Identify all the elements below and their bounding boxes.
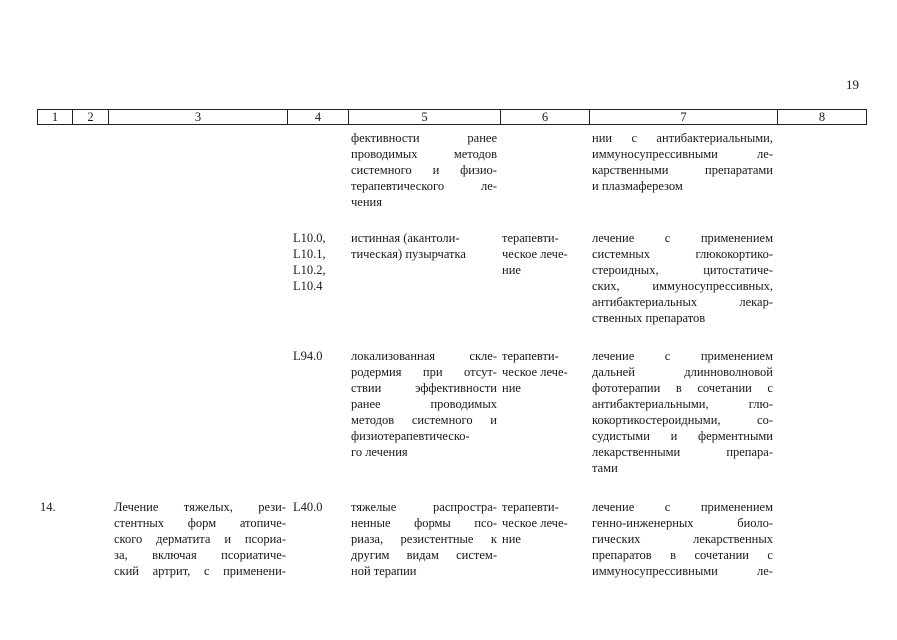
word: иммуносупрессивными bbox=[592, 564, 718, 578]
word: генно-инженерных bbox=[592, 516, 694, 530]
word: физиотерапевтическо- bbox=[351, 429, 470, 443]
word: системных bbox=[592, 247, 651, 261]
word: при bbox=[422, 365, 443, 379]
word: проводимых bbox=[351, 147, 418, 161]
text-line: ческое лече- bbox=[502, 247, 568, 261]
word: кокортикостероидными, bbox=[592, 413, 721, 427]
word: ранее bbox=[351, 397, 381, 411]
word: ствии bbox=[351, 381, 382, 395]
patient-model bbox=[351, 348, 497, 460]
word: форм bbox=[187, 516, 217, 530]
word: формы bbox=[414, 516, 451, 530]
icd-code: L10.0, bbox=[293, 231, 326, 245]
text-line bbox=[592, 262, 773, 278]
word: ферментными bbox=[697, 429, 773, 443]
word: сочетании bbox=[697, 381, 752, 395]
word: применением bbox=[700, 349, 773, 363]
word: с bbox=[203, 564, 210, 578]
word: методов bbox=[453, 147, 497, 161]
word: тяжелые bbox=[351, 500, 397, 514]
word: гических bbox=[592, 532, 641, 546]
text-line: истинная (акантоли- bbox=[351, 231, 460, 245]
word: системного bbox=[411, 413, 473, 427]
text-line bbox=[351, 428, 497, 444]
text-line: ственных препаратов bbox=[592, 311, 706, 325]
word: за, bbox=[114, 548, 128, 562]
word: ле- bbox=[481, 179, 497, 193]
treatment-kind bbox=[502, 230, 584, 278]
word: применени- bbox=[223, 564, 286, 578]
text-line bbox=[351, 515, 497, 531]
text-line bbox=[592, 230, 773, 246]
word: физио- bbox=[460, 163, 497, 177]
word: родермия bbox=[351, 365, 402, 379]
word: стентных bbox=[114, 516, 165, 530]
column-number-1: 1 bbox=[38, 110, 73, 124]
word: длинноволновой bbox=[684, 365, 773, 379]
word: ских, bbox=[592, 279, 620, 293]
word: системного bbox=[351, 163, 412, 177]
word: проводимых bbox=[430, 397, 497, 411]
word: с bbox=[767, 381, 773, 395]
word: атопиче- bbox=[239, 516, 286, 530]
word: с bbox=[664, 500, 671, 514]
text-line: ние bbox=[502, 381, 521, 395]
text-line bbox=[351, 162, 497, 178]
treatment-kind bbox=[502, 499, 584, 547]
text-line bbox=[592, 246, 773, 262]
icd-codes bbox=[293, 348, 345, 364]
text-line bbox=[351, 380, 497, 396]
treatment-kind bbox=[502, 348, 584, 396]
text-line bbox=[592, 162, 773, 178]
text-line: ной терапии bbox=[351, 564, 417, 578]
word: ненные bbox=[351, 516, 391, 530]
text-line bbox=[114, 563, 286, 579]
icd-codes bbox=[293, 499, 345, 515]
text-line bbox=[592, 294, 773, 310]
word: ле- bbox=[757, 147, 773, 161]
word: цитостатиче- bbox=[703, 263, 773, 277]
word: терапевтического bbox=[351, 179, 445, 193]
word: риаза, bbox=[351, 532, 384, 546]
column-number-2: 2 bbox=[73, 110, 109, 124]
word: применением bbox=[700, 500, 773, 514]
word: лечение bbox=[592, 349, 635, 363]
word: с bbox=[664, 231, 671, 245]
word: отсут- bbox=[464, 365, 497, 379]
word: псо- bbox=[474, 516, 497, 530]
text-line bbox=[592, 531, 773, 547]
column-number-5: 5 bbox=[349, 110, 501, 124]
treatment-method bbox=[592, 130, 773, 194]
word: систем- bbox=[456, 548, 497, 562]
word: препаратов bbox=[592, 548, 652, 562]
word: дерматита bbox=[156, 532, 211, 546]
text-line bbox=[592, 380, 773, 396]
text-line bbox=[592, 146, 773, 162]
word: другим bbox=[351, 548, 390, 562]
word: тяжелых, bbox=[183, 500, 233, 514]
text-line: и плазмаферезом bbox=[592, 179, 683, 193]
word: видам bbox=[406, 548, 439, 562]
patient-model bbox=[351, 130, 497, 210]
text-line bbox=[592, 364, 773, 380]
word: лечение bbox=[592, 231, 635, 245]
word: лекарственными bbox=[592, 445, 681, 459]
text-line: ческое лече- bbox=[502, 365, 568, 379]
word: иммуносупрессивных, bbox=[652, 279, 773, 293]
word: скле- bbox=[469, 349, 497, 363]
text-line: терапевти- bbox=[502, 349, 559, 363]
text-line bbox=[114, 515, 286, 531]
text-line: ние bbox=[502, 532, 521, 546]
text-line bbox=[114, 547, 286, 563]
column-number-7: 7 bbox=[590, 110, 778, 124]
text-line bbox=[351, 364, 497, 380]
text-line bbox=[592, 348, 773, 364]
word: и bbox=[490, 413, 497, 427]
column-number-3: 3 bbox=[109, 110, 288, 124]
treatment-method bbox=[592, 230, 773, 326]
word: фективности bbox=[351, 131, 420, 145]
word: применением bbox=[700, 231, 773, 245]
word: сочетании bbox=[694, 548, 749, 562]
text-line bbox=[592, 547, 773, 563]
text-line bbox=[351, 396, 497, 412]
icd-code: L10.2, bbox=[293, 263, 326, 277]
text-line bbox=[351, 531, 497, 547]
text-line bbox=[351, 547, 497, 563]
text-line bbox=[592, 278, 773, 294]
word: артрит, bbox=[152, 564, 191, 578]
text-line: ческое лече- bbox=[502, 516, 568, 530]
word: со- bbox=[757, 413, 773, 427]
word: лечение bbox=[592, 500, 635, 514]
text-line: терапевти- bbox=[502, 500, 559, 514]
icd-code: L10.4 bbox=[293, 279, 323, 293]
word: локализованная bbox=[351, 349, 436, 363]
word: с bbox=[631, 131, 638, 145]
column-number-8: 8 bbox=[818, 110, 826, 124]
word: лекарственных bbox=[693, 532, 773, 546]
text-line bbox=[114, 499, 286, 515]
word: с bbox=[767, 548, 773, 562]
text-line: тами bbox=[592, 461, 618, 475]
text-line: тическая) пузырчатка bbox=[351, 247, 466, 261]
text-line bbox=[592, 428, 773, 444]
patient-model bbox=[351, 230, 497, 262]
word: в bbox=[670, 548, 676, 562]
word: дальней bbox=[592, 365, 635, 379]
word: методов bbox=[351, 413, 395, 427]
text-line bbox=[592, 563, 773, 579]
text-line: ние bbox=[502, 263, 521, 277]
word: псориа- bbox=[244, 532, 286, 546]
text-line bbox=[351, 499, 497, 515]
text-line bbox=[351, 178, 497, 194]
word: биоло- bbox=[737, 516, 773, 530]
treatment-method bbox=[592, 499, 773, 579]
word: рези- bbox=[258, 500, 286, 514]
row-number-text: 14. bbox=[40, 500, 56, 514]
word: и bbox=[432, 163, 440, 177]
icd-code: L10.1, bbox=[293, 247, 326, 261]
text-line bbox=[592, 396, 773, 412]
word: антибактериальными, bbox=[656, 131, 773, 145]
treatment-method bbox=[592, 348, 773, 476]
word: и bbox=[224, 532, 232, 546]
word: включая bbox=[152, 548, 197, 562]
word: к bbox=[490, 532, 497, 546]
column-number-4: 4 bbox=[288, 110, 349, 124]
column-number-header bbox=[37, 109, 867, 125]
word: эффективности bbox=[415, 381, 497, 395]
text-line bbox=[592, 444, 773, 460]
word: распростра- bbox=[433, 500, 497, 514]
word: с bbox=[664, 349, 671, 363]
word: глюкокортико- bbox=[695, 247, 773, 261]
text-line bbox=[592, 515, 773, 531]
word: ранее bbox=[467, 131, 497, 145]
word: резистентные bbox=[400, 532, 474, 546]
word: препаратами bbox=[705, 163, 773, 177]
text-line bbox=[592, 130, 773, 146]
icd-code: L94.0 bbox=[293, 349, 323, 363]
word: псориатиче- bbox=[221, 548, 286, 562]
text-line bbox=[351, 130, 497, 146]
text-line bbox=[592, 412, 773, 428]
row-number bbox=[40, 499, 70, 515]
word: Лечение bbox=[114, 500, 159, 514]
icd-codes bbox=[293, 230, 345, 294]
word: лекар- bbox=[739, 295, 773, 309]
word: ский bbox=[114, 564, 139, 578]
text-line bbox=[351, 348, 497, 364]
text-line bbox=[351, 412, 497, 428]
page-number: 19 bbox=[846, 77, 859, 92]
word: фототерапии bbox=[592, 381, 661, 395]
word: антибактериальными, bbox=[592, 397, 709, 411]
text-line bbox=[351, 146, 497, 162]
text-line bbox=[592, 499, 773, 515]
text-line: го лечения bbox=[351, 445, 408, 459]
icd-code: L40.0 bbox=[293, 500, 323, 514]
column-number-6: 6 bbox=[501, 110, 590, 124]
word: стероидных, bbox=[592, 263, 659, 277]
word: ле- bbox=[757, 564, 773, 578]
word: нии bbox=[592, 131, 613, 145]
word: судистыми bbox=[592, 429, 650, 443]
word: ского bbox=[114, 532, 143, 546]
text-line: чения bbox=[351, 195, 382, 209]
word: и bbox=[670, 429, 678, 443]
patient-model bbox=[351, 499, 497, 579]
word: препара- bbox=[726, 445, 773, 459]
word: карственными bbox=[592, 163, 669, 177]
word: антибактериальных bbox=[592, 295, 698, 309]
word: в bbox=[675, 381, 682, 395]
service-name bbox=[114, 499, 286, 579]
word: иммуносупрессивными bbox=[592, 147, 718, 161]
text-line: терапевти- bbox=[502, 231, 559, 245]
text-line bbox=[114, 531, 286, 547]
word: глю- bbox=[748, 397, 773, 411]
